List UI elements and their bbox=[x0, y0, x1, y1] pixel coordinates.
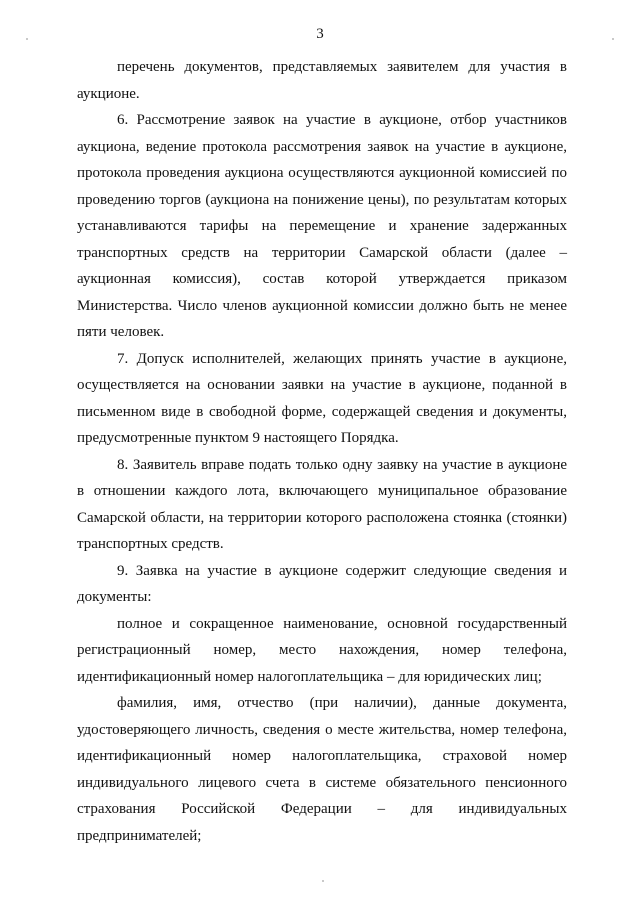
scan-speck bbox=[612, 38, 614, 40]
scan-speck bbox=[322, 880, 324, 882]
paragraph-item-9: 9. Заявка на участие в аукционе содержит следующие сведения и документы: bbox=[77, 562, 567, 605]
paragraph-individual-entrepreneurs: фамилия, имя, отчество (при наличии), данные документа, удостоверяющего личность, сведения о месте жительства, номер телефона, идентификационный номер налогоплательщика, страховой номер индивидуального лицевого счета в системе обязательного пенсионного страхования Российской Федерации – для индивидуальных предпринимателей; bbox=[77, 695, 567, 844]
paragraph-continuation: перечень документов, представляемых заявителем для участия в аукционе. bbox=[77, 59, 567, 102]
document-body bbox=[77, 54, 567, 849]
page-number: 3 bbox=[316, 26, 324, 42]
scan-speck bbox=[26, 38, 28, 40]
paragraph-item-6: 6. Рассмотрение заявок на участие в аукционе, отбор участников аукциона, ведение протокола рассмотрения заявок на участие в аукционе, протокола проведения аукциона осуществляются аукционной комиссией по проведению торгов (аукциона на понижение цены), по результатам которых устанавливаются тарифы на перемещение и хранение задержанных транспортных средств на территории Самарской области (далее – аукционная комиссия), состав которой утверждается приказом Министерства. Число членов аукционной комиссии должно быть не менее пяти человек. bbox=[77, 112, 567, 340]
paragraph-legal-entities: полное и сокращенное наименование, основной государственный регистрационный номер, место нахождения, номер телефона, идентификационный номер налогоплательщика – для юридических лиц; bbox=[77, 615, 567, 685]
paragraph-item-8: 8. Заявитель вправе подать только одну заявку на участие в аукционе в отношении каждого лота, включающего муниципальное образование Самарской области, на территории которого расположена стоянка (стоянки) транспортных средств. bbox=[77, 456, 567, 552]
paragraph-item-7: 7. Допуск исполнителей, желающих принять участие в аукционе, осуществляется на основании заявки на участие в аукционе, поданной в письменном виде в свободной форме, содержащей сведения и документы, предусмотренные пунктом 9 настоящего Порядка. bbox=[77, 350, 567, 446]
